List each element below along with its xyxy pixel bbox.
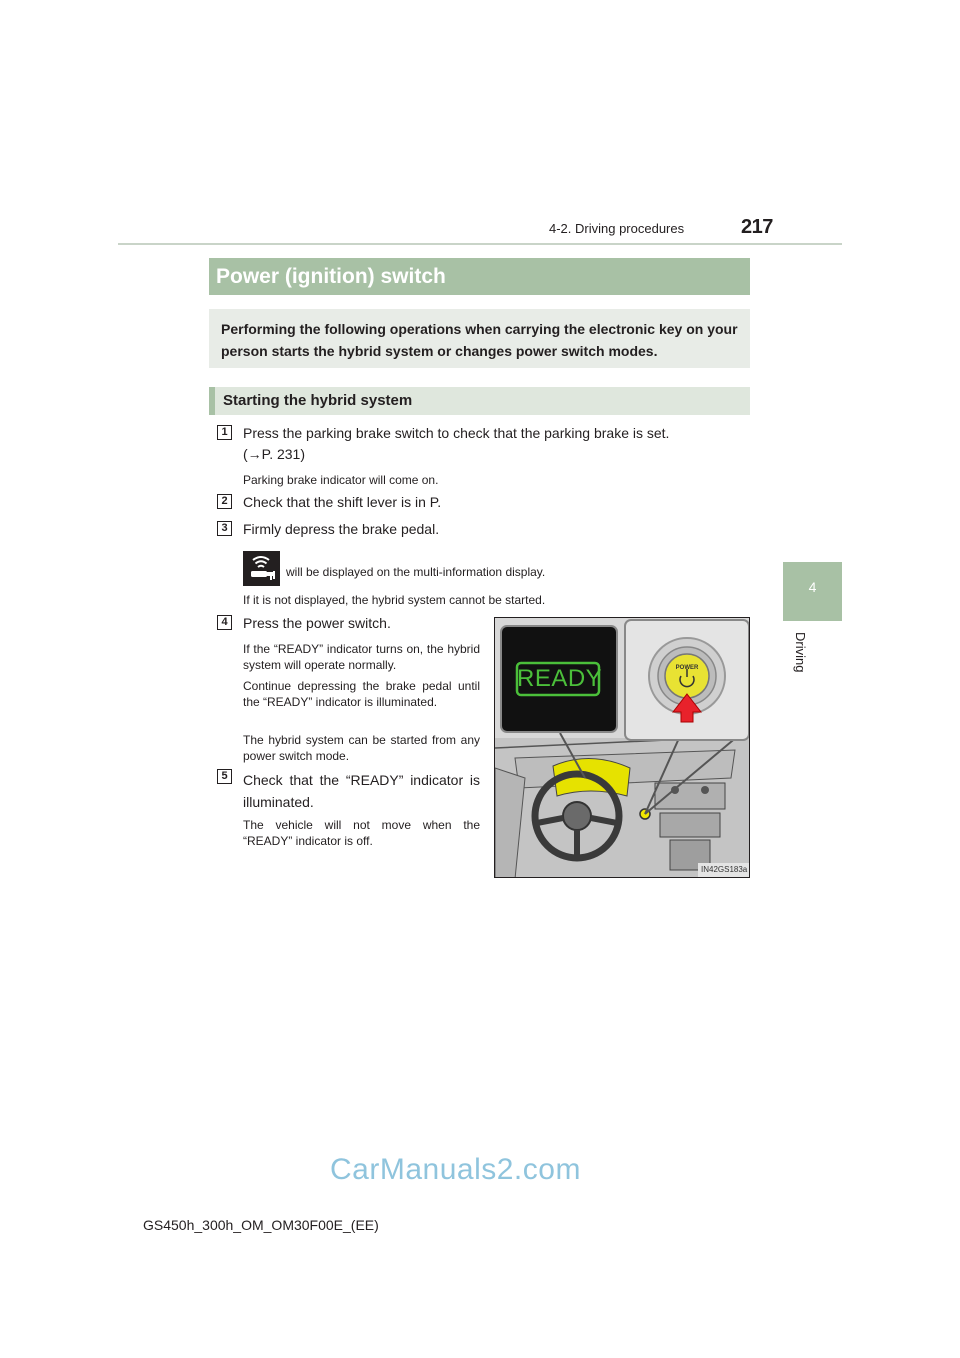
header-divider <box>118 243 842 245</box>
section-title: 4-2. Driving procedures <box>549 221 685 236</box>
step-number-1: 1 <box>217 425 232 440</box>
step-number-3: 3 <box>217 521 232 536</box>
step-5-note: The vehicle will not move when the “READY” indicator is off. <box>243 818 480 848</box>
step-3-note: If it is not displayed, the hybrid system cannot be started. <box>243 593 546 607</box>
step-number-5: 5 <box>217 769 232 784</box>
step-4-note-1: If the “READY” indicator turns on, the hybrid system will operate normally. <box>243 642 480 672</box>
step-3-icon-note: will be displayed on the multi-information display. <box>286 565 546 579</box>
figure-code: IN42GS183a <box>701 865 748 874</box>
watermark: CarManuals2.com <box>330 1153 581 1186</box>
page-number: 217 <box>741 216 773 238</box>
subheading: Starting the hybrid system <box>209 387 750 415</box>
step-number-2: 2 <box>217 494 232 509</box>
step-number-4: 4 <box>217 615 232 630</box>
ready-indicator: READY <box>517 665 603 692</box>
dashboard-illustration <box>494 617 750 878</box>
footer-code: GS450h_300h_OM_OM30F00E_(EE) <box>143 1217 379 1233</box>
step-2-text: Check that the shift lever is in P. <box>243 494 442 510</box>
brake-key-indicator-icon <box>243 551 280 586</box>
intro-text: Performing the following operations when carrying the electronic key on your person starts the hybrid system or changes power switch modes. <box>209 309 750 368</box>
step-4-text: Press the power switch. <box>243 615 391 631</box>
chapter-tab: 4 <box>783 562 842 621</box>
step-4-note-3: The hybrid system can be started from any power switch mode. <box>243 733 480 763</box>
step-1-note: Parking brake indicator will come on. <box>243 473 439 487</box>
step-4-note-2: Continue depressing the brake pedal until the “READY” indicator is illuminated. <box>243 679 480 709</box>
step-1-text: Press the parking brake switch to check that the parking brake is set. <box>243 425 670 441</box>
step-5-text: Check that the “READY” indicator is illuminated. <box>243 772 480 810</box>
page-title: Power (ignition) switch <box>209 258 750 295</box>
step-3-text: Firmly depress the brake pedal. <box>243 521 440 537</box>
chapter-label: Driving <box>793 632 808 673</box>
power-button-label: POWER <box>675 665 699 671</box>
step-1-ref: (→P. 231) <box>243 446 305 462</box>
